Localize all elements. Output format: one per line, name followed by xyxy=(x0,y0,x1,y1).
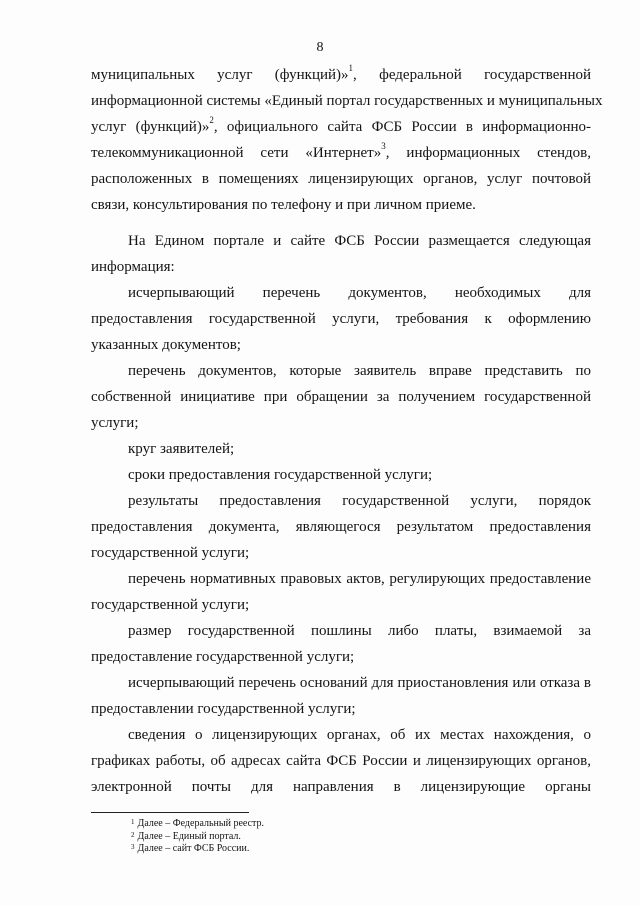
text-line xyxy=(91,644,591,670)
text-line xyxy=(91,88,603,114)
text-line xyxy=(91,566,591,592)
footnotes xyxy=(131,818,264,856)
line-text-tail: , информационных стендов, xyxy=(385,145,591,161)
paragraph xyxy=(91,722,591,800)
text-line xyxy=(91,254,591,280)
text-line xyxy=(91,462,591,488)
text-line xyxy=(91,140,591,166)
text-line xyxy=(91,192,591,218)
text-line xyxy=(91,410,591,436)
footnote-separator xyxy=(91,812,249,813)
line-text: информационной системы «Единый портал государственных и муниципальных xyxy=(91,93,603,109)
text-line xyxy=(91,306,591,332)
paragraph xyxy=(91,62,603,218)
paragraph xyxy=(91,618,591,670)
line-text: перечень нормативных правовых актов, регулирующих предоставление xyxy=(128,571,591,587)
line-text: перечень документов, которые заявитель вправе представить по xyxy=(128,363,591,379)
line-text: сведения о лицензирующих органах, об их местах нахождения, о xyxy=(128,727,591,743)
line-text: графиках работы, об адресах сайта ФСБ России и лицензирующих органов, xyxy=(91,753,591,769)
footnote-text: Далее – Единый портал. xyxy=(137,830,241,842)
footnote-item xyxy=(131,843,264,856)
text-line xyxy=(91,540,591,566)
line-text: предоставление государственной услуги; xyxy=(91,649,355,665)
paragraph xyxy=(91,436,591,462)
text-line xyxy=(91,280,591,306)
line-text: расположенных в помещениях лицензирующих органов, услуг почтовой xyxy=(91,171,591,187)
line-text: предоставления документа, являющегося результатом предоставления xyxy=(91,519,591,535)
text-line xyxy=(91,228,591,254)
footnote-item xyxy=(131,831,264,844)
paragraph xyxy=(91,280,591,358)
line-text: предоставлении государственной услуги; xyxy=(91,701,356,717)
paragraph xyxy=(91,462,591,488)
paragraph xyxy=(91,358,591,436)
line-text: государственной услуги; xyxy=(91,597,250,613)
text-line xyxy=(91,670,591,696)
line-text: круг заявителей; xyxy=(128,441,235,457)
paragraph xyxy=(91,488,591,566)
line-text: связи, консультирования по телефону и при личном приеме. xyxy=(91,197,476,213)
footnote-ref: 3 xyxy=(381,141,386,151)
line-text: предоставления государственной услуги, требования к оформлению xyxy=(91,311,591,327)
line-text: результаты предоставления государственной услуги, порядок xyxy=(128,493,591,509)
paragraph xyxy=(91,228,591,280)
line-text: услуг (функций)» xyxy=(91,119,210,135)
body-text xyxy=(91,62,603,800)
text-line xyxy=(91,114,591,140)
line-text: размер государственной пошлины либо платы, взимаемой за xyxy=(128,623,591,639)
line-text: собственной инициативе при обращении за получением государственной xyxy=(91,389,591,405)
text-line xyxy=(91,384,591,410)
text-line xyxy=(91,514,591,540)
page-number: 8 xyxy=(316,40,324,55)
line-text: услуги; xyxy=(91,415,139,431)
text-line xyxy=(91,62,591,88)
text-line xyxy=(91,166,591,192)
text-line xyxy=(91,592,591,618)
text-line xyxy=(91,488,591,514)
line-text-tail: , официального сайта ФСБ России в информационно- xyxy=(213,119,592,135)
footnote-number: 3 xyxy=(131,843,135,851)
text-line xyxy=(91,722,591,748)
text-line xyxy=(91,332,591,358)
line-text: информация: xyxy=(91,259,175,275)
footnote-ref: 2 xyxy=(209,115,214,125)
footnote-text: Далее – сайт ФСБ России. xyxy=(137,843,250,854)
footnote-text: Далее – Федеральный реестр. xyxy=(137,818,265,829)
line-text-tail: , федеральной государственной xyxy=(353,67,591,83)
text-line xyxy=(91,436,591,462)
paragraph xyxy=(91,670,591,722)
line-text: указанных документов; xyxy=(91,337,241,353)
footnote-number: 2 xyxy=(131,830,135,839)
footnote-ref: 1 xyxy=(348,63,354,73)
text-line xyxy=(91,618,591,644)
line-text: электронной почты для направления в лицензирующие органы xyxy=(91,779,591,795)
line-text: сроки предоставления государственной услуги; xyxy=(128,467,433,483)
footnote-item xyxy=(131,818,264,831)
line-text: исчерпывающий перечень оснований для приостановления или отказа в xyxy=(128,675,591,691)
line-text: муниципальных услуг (функций)» xyxy=(91,67,349,83)
line-text: На Едином портале и сайте ФСБ России размещается следующая xyxy=(128,233,591,249)
text-line xyxy=(91,696,591,722)
text-line xyxy=(91,748,591,774)
line-text: исчерпывающий перечень документов, необходимых для xyxy=(128,285,591,301)
text-line xyxy=(91,774,591,800)
line-text: телекоммуникационной сети «Интернет» xyxy=(91,145,382,161)
paragraph-gap xyxy=(91,218,591,228)
line-text: государственной услуги; xyxy=(91,545,250,561)
footnote-number: 1 xyxy=(131,818,135,826)
text-line xyxy=(91,358,591,384)
paragraph xyxy=(91,566,591,618)
